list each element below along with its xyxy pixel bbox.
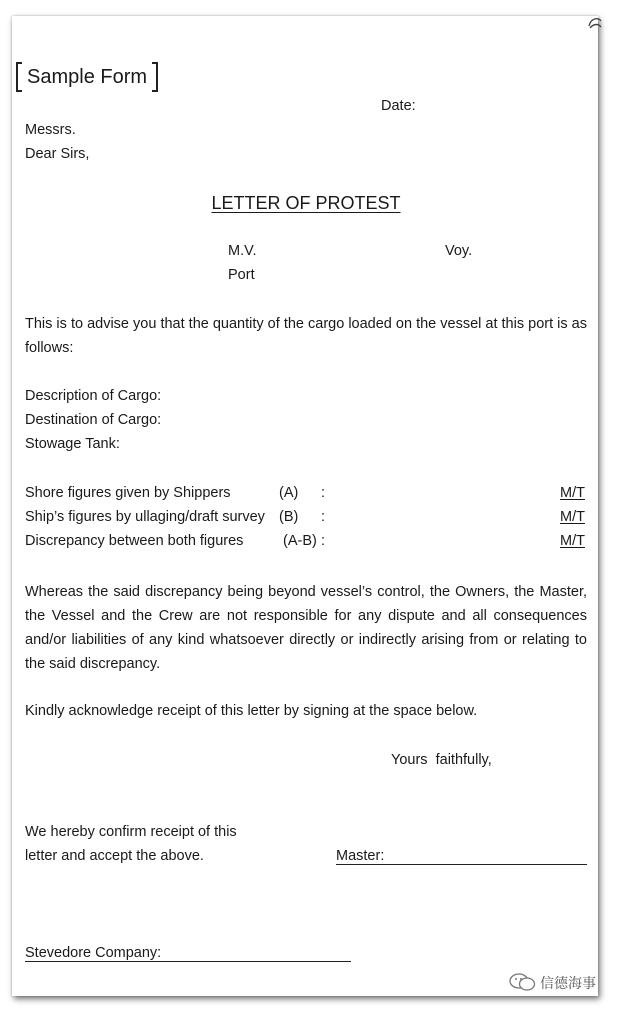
closing-text: Yours faithfully,	[391, 752, 492, 768]
salutation: Dear Sirs,	[25, 146, 90, 162]
whereas-paragraph: Whereas the said discrepancy being beyond vessel’s control, the Owners, the Master, the Vessel and the Crew are not responsible for any dispute and all consequences and/or liabilities of any kind whatsoever directly or indirectly arising from or relating to the said discrepancy.	[25, 584, 587, 672]
stevedore-label: Stevedore Company:	[25, 945, 162, 961]
stowage-tank-label: Stowage Tank:	[25, 436, 120, 452]
wechat-logo-icon	[508, 972, 538, 992]
voy-label: Voy.	[445, 243, 473, 259]
figure-unit: M/T	[560, 509, 585, 525]
port-label: Port	[228, 267, 255, 283]
figure-colon: :	[321, 509, 326, 525]
cargo-description-label: Description of Cargo:	[25, 388, 162, 404]
figure-colon: :	[321, 485, 326, 501]
figure-code: (B)	[279, 509, 299, 525]
letter-title: LETTER OF PROTEST	[211, 193, 401, 213]
mv-label: M.V.	[228, 243, 257, 259]
confirm-line-2: letter and accept the above.	[25, 848, 204, 864]
watermark-text: 信德海事	[540, 976, 596, 992]
stevedore-signature-line	[25, 961, 351, 962]
figure-label: Ship’s figures by ullaging/draft survey	[25, 509, 265, 525]
acknowledge-text: Kindly acknowledge receipt of this letter by signing at the space below.	[25, 703, 478, 719]
figure-unit: M/T	[560, 533, 585, 549]
date-label: Date:	[381, 98, 416, 114]
sample-form-label: Sample Form	[16, 62, 158, 92]
figure-label: Discrepancy between both figures	[25, 533, 244, 549]
messrs-label: Messrs.	[25, 122, 76, 138]
figure-code: (A-B)	[283, 533, 317, 549]
figure-label: Shore figures given by Shippers	[25, 485, 231, 501]
intro-paragraph: This is to advise you that the quantity of the cargo loaded on the vessel at this port is as follows:	[25, 316, 587, 356]
corner-mark-icon	[586, 14, 604, 32]
confirm-line-1: We hereby confirm receipt of this	[25, 824, 237, 840]
master-signature-line	[336, 864, 587, 865]
figure-code: (A)	[279, 485, 299, 501]
cargo-destination-label: Destination of Cargo:	[25, 412, 162, 428]
master-label: Master:	[336, 848, 385, 864]
figure-colon: :	[321, 533, 326, 549]
figure-unit: M/T	[560, 485, 585, 501]
